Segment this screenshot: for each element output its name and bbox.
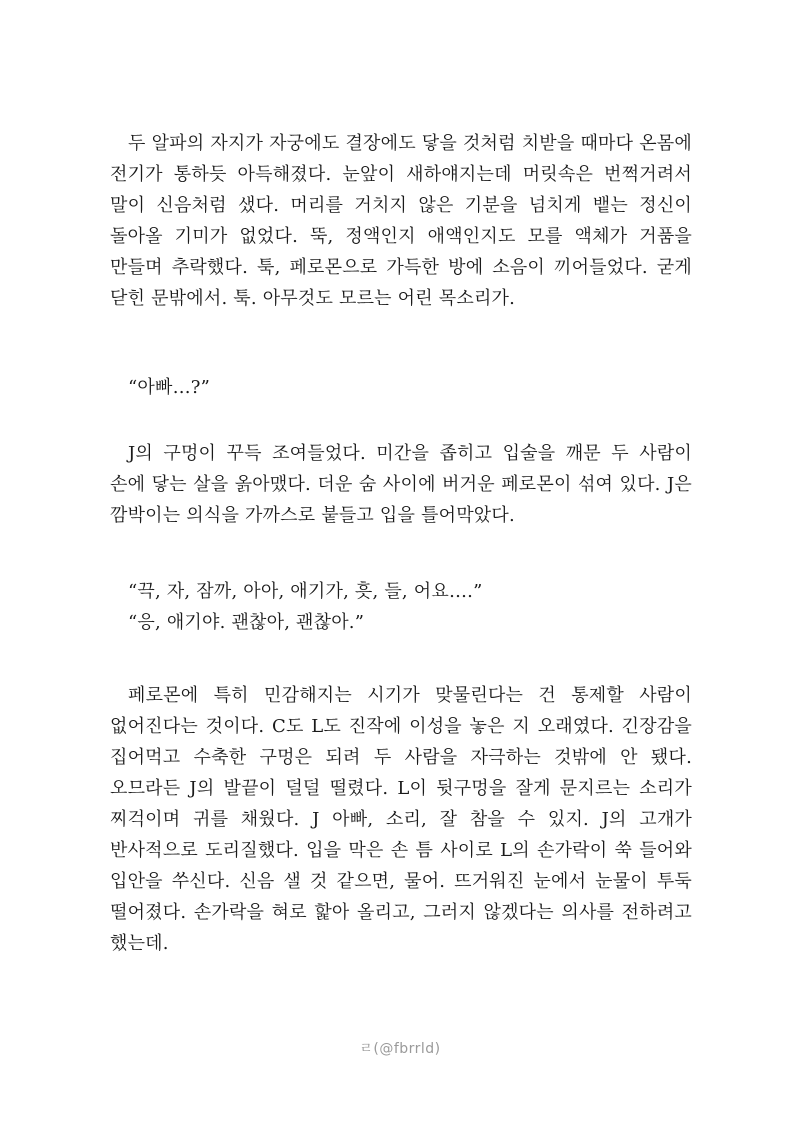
author-credit: ㄹ(@fbrrld) [359, 1041, 441, 1057]
paragraph-4 [110, 576, 692, 638]
paragraph-1-text: 두 알파의 자지가 자궁에도 결장에도 닿을 것처럼 치받을 때마다 온몸에 전기가 통하듯 아득해졌다. 눈앞이 새하얘지는데 머릿속은 번쩍거려서 말이 신음처럼 샜다. 머리를 거치지 않은 기분을 넘치게 뱉는 정신이 돌아올 기미가 없었다. 뚝, 정액인지 애액인지도 모를 액체가 거품을 만들며 추락했다. 툭, 페로몬으로 가득한 방에 소음이 끼어들었다. 굳게 닫힌 문밖에서. 툭. 아무것도 모르는 어린 목소리가. [110, 133, 692, 309]
paragraph-3 [110, 438, 692, 531]
dialogue-line: “아빠…?” [128, 377, 211, 398]
dialogue-line-1: “끅, 자, 잠까, 아아, 애기가, 흣, 들, 어요….” [128, 581, 483, 602]
paragraph-5-text: 페로몬에 특히 민감해지는 시기가 맞물린다는 건 통제할 사람이 없어진다는 것이다. C도 L도 진작에 이성을 놓은 지 오래였다. 긴장감을 집어먹고 수축한 구멍은 되려 두 사람을 자극하는 것밖에 안 됐다. 오므라든 J의 발끝이 덜덜 떨렸다. L이 뒷구멍을 잘게 문지르는 소리가 찌걱이며 귀를 채웠다. J 아빠, 소리, 잘 참을 수 있지. J의 고개가 반사적으로 도리질했다. 입을 막은 손 틈 사이로 L의 손가락이 쑥 들어와 입안을 쑤신다. 신음 샐 것 같으면, 물어. 뜨거워진 눈에서 눈물이 투둑 떨어졌다. 손가락을 혀로 핥아 올리고, 그러지 않겠다는 의사를 전하려고 했는데. [110, 685, 692, 954]
paragraph-1 [110, 128, 692, 314]
paragraph-5 [110, 680, 692, 959]
paragraph-2 [110, 372, 692, 403]
paragraph-3-text: J의 구멍이 꾸득 조여들었다. 미간을 좁히고 입술을 깨문 두 사람이 손에 닿는 살을 옭아맸다. 더운 숨 사이에 버거운 페로몬이 섞여 있다. J은 깜박이는 의식을 가까스로 붙들고 입을 틀어막았다. [110, 443, 692, 526]
dialogue-line-2: “응, 애기야. 괜찮아, 괜찮아.” [128, 612, 365, 633]
